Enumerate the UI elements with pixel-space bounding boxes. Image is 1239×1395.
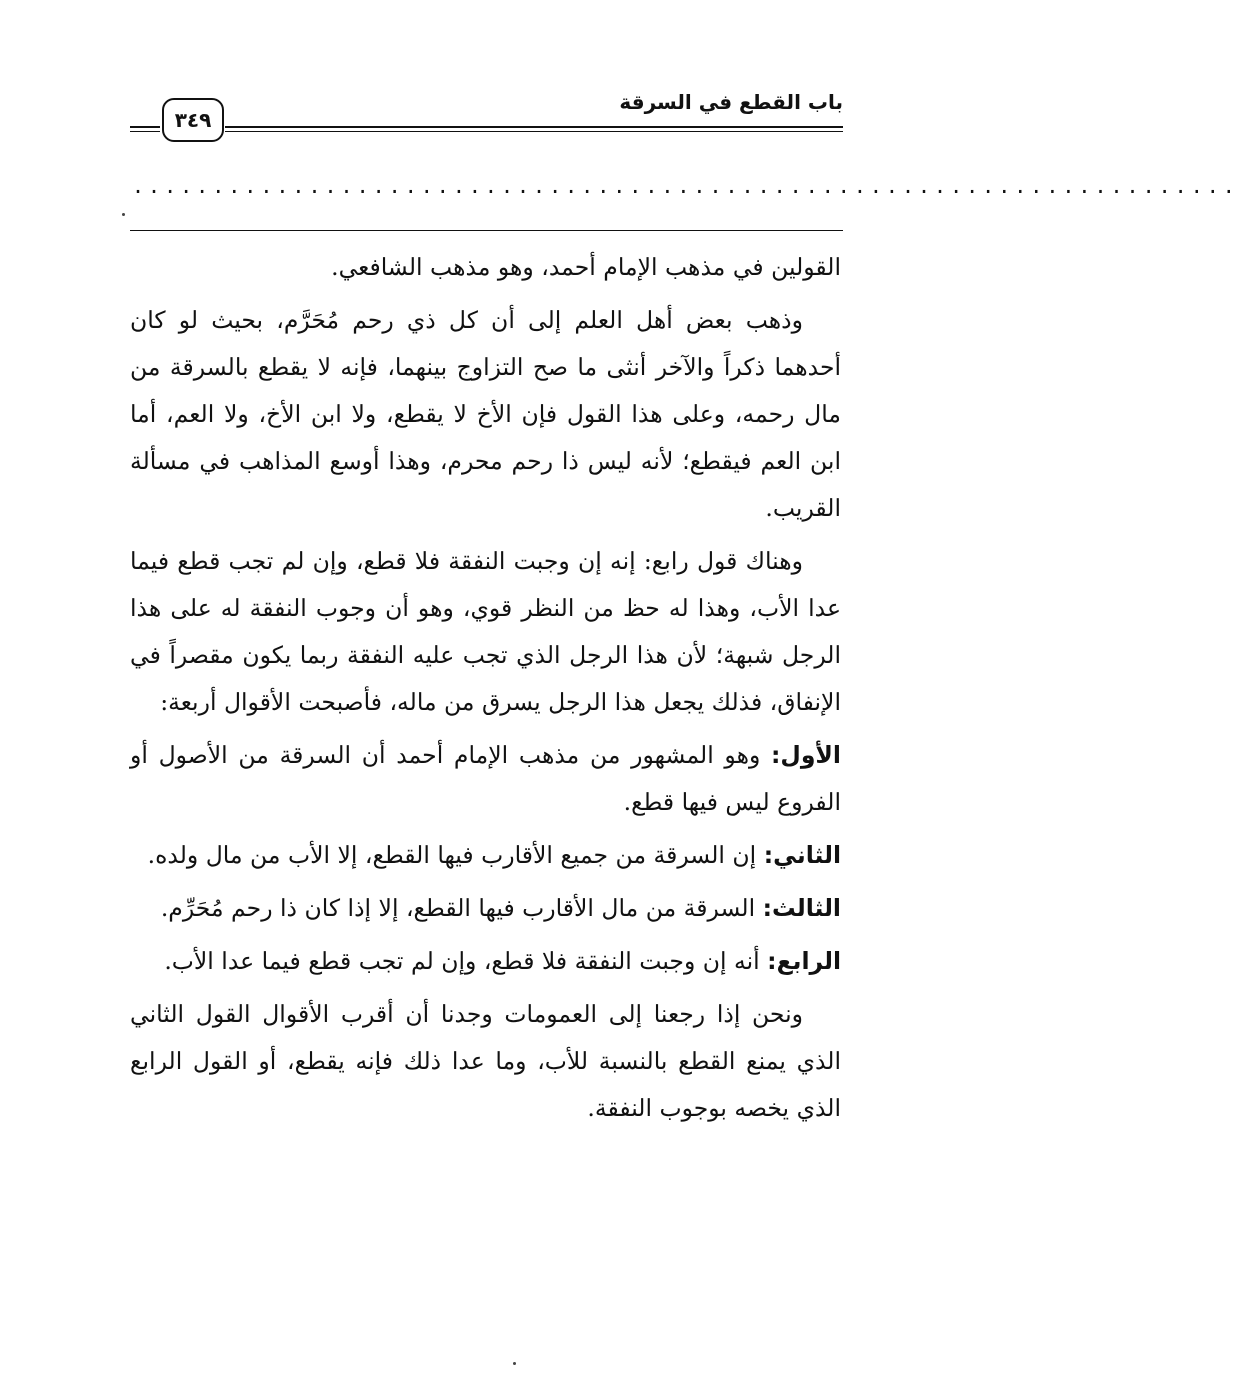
header-double-rule xyxy=(225,126,843,132)
paragraph xyxy=(130,991,841,1132)
dotted-separator: ..................................................................... xyxy=(132,174,1239,198)
opinion-paragraph xyxy=(130,832,841,879)
opinion-paragraph xyxy=(130,732,841,826)
body-text xyxy=(130,244,841,1132)
paragraph-text: أنه إن وجبت النفقة فلا قطع، وإن لم تجب قطع فيما عدا الأب. xyxy=(164,947,760,975)
running-header-title: باب القطع في السرقة xyxy=(619,90,843,114)
scan-speck xyxy=(513,1362,516,1365)
paragraph-text: ونحن إذا رجعنا إلى العمومات وجدنا أن أقرب الأقوال القول الثاني الذي يمنع القطع بالنسبة للأب، وما عدا ذلك فإنه يقطع، أو القول الرابع الذي يخصه بوجوب النفقة. xyxy=(130,1000,841,1122)
paragraph xyxy=(130,297,841,532)
opinion-label: الأول: xyxy=(771,741,841,769)
paragraph xyxy=(130,538,841,726)
header-double-rule-left xyxy=(130,126,160,132)
horizontal-rule xyxy=(130,230,843,231)
page-number: ٣٤٩ xyxy=(162,98,224,142)
paragraph-text: وهو المشهور من مذهب الإمام أحمد أن السرقة من الأصول أو الفروع ليس فيها قطع. xyxy=(130,741,841,816)
paragraph-text: القولين في مذهب الإمام أحمد، وهو مذهب الشافعي. xyxy=(331,253,841,281)
opinion-paragraph xyxy=(130,938,841,985)
paragraph xyxy=(130,244,841,291)
paragraph-text: وهناك قول رابع: إنه إن وجبت النفقة فلا قطع، وإن لم تجب قطع فيما عدا الأب، وهذا له حظ من النظر قوي، وهو أن وجوب النفقة له على هذا الرجل شبهة؛ لأن هذا الرجل الذي تجب عليه النفقة ربما يكون مقصراً في الإنفاق، فذلك يجعل هذا الرجل يسرق من ماله، فأصبحت الأقوال أربعة: xyxy=(130,547,841,716)
scan-speck xyxy=(122,213,125,216)
opinion-label: الثالث: xyxy=(762,894,841,922)
opinion-label: الثاني: xyxy=(763,841,841,869)
opinion-paragraph xyxy=(130,885,841,932)
paragraph-text: إن السرقة من جميع الأقارب فيها القطع، إلا الأب من مال ولده. xyxy=(147,841,757,869)
paragraph-text: السرقة من مال الأقارب فيها القطع، إلا إذا كان ذا رحم مُحَرِّم. xyxy=(160,894,756,922)
paragraph-text: وذهب بعض أهل العلم إلى أن كل ذي رحم مُحَرَّم، بحيث لو كان أحدهما ذكراً والآخر أنثى ما صح التزاوج بينهما، فإنه لا يقطع بالسرقة من مال رحمه، وعلى هذا القول فإن الأخ لا يقطع، ولا ابن الأخ، ولا العم، أما ابن العم فيقطع؛ لأنه ليس ذا رحم محرم، وهذا أوسع المذاهب في مسألة القريب. xyxy=(130,306,841,522)
opinion-label: الرابع: xyxy=(767,947,841,975)
